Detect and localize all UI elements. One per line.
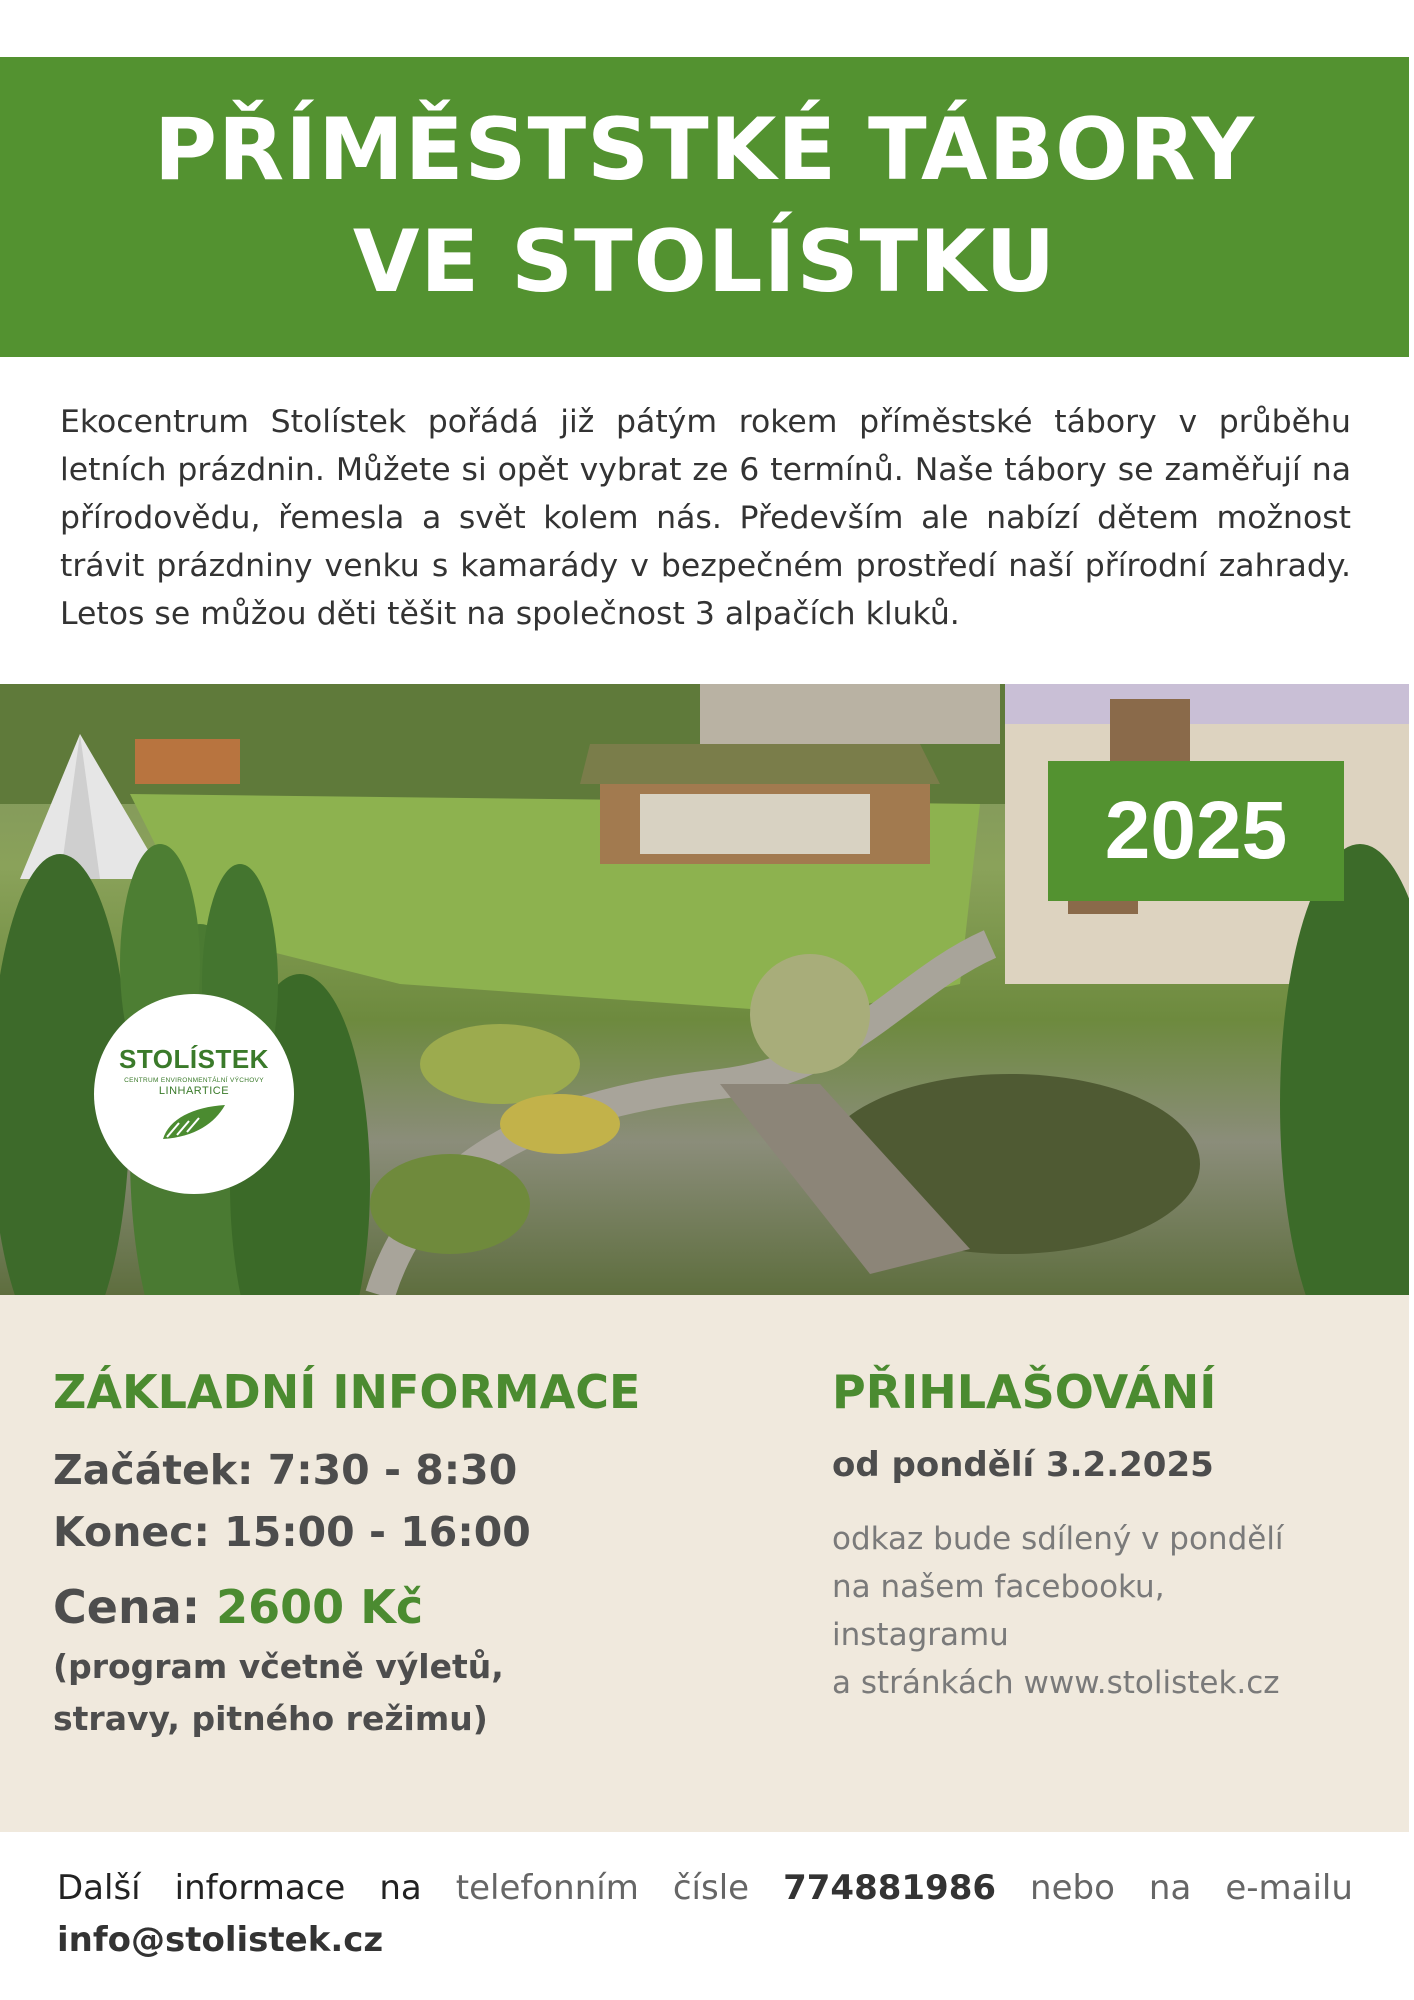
footer-word: nebo [1030, 1868, 1115, 1908]
basic-info-heading: ZÁKLADNÍ INFORMACE [53, 1365, 641, 1419]
footer-word: telefonním [455, 1868, 639, 1908]
registration-column [832, 1365, 1352, 1707]
stolistek-logo [94, 994, 294, 1194]
footer-word: čísle [672, 1868, 750, 1908]
registration-date: od pondělí 3.2.2025 [832, 1445, 1214, 1485]
footer-line1 [57, 1862, 1353, 1914]
page-title-line1: PŘÍMĚSTSTKÉ TÁBORY [153, 100, 1256, 201]
price-value: 2600 Kč [216, 1580, 424, 1634]
footer-word: e-mailu [1225, 1868, 1353, 1908]
price-label: Cena: [53, 1580, 217, 1634]
price-note [53, 1641, 733, 1745]
start-time: Začátek: 7:30 - 8:30 [53, 1446, 518, 1494]
page-title-line2: VE STOLÍSTKU [352, 212, 1057, 312]
year-badge: 2025 [1048, 761, 1344, 901]
logo-place: LINHARTICE [158, 1084, 230, 1097]
registration-text [832, 1515, 1352, 1707]
price [53, 1577, 733, 1637]
footer-word: Další [57, 1868, 141, 1908]
registration-line2: na našem facebooku, [832, 1569, 1165, 1605]
registration-heading: PŘIHLAŠOVÁNÍ [832, 1365, 1217, 1419]
registration-line1: odkaz bude sdílený v pondělí [832, 1521, 1284, 1557]
footer-word: na [1148, 1868, 1192, 1908]
logo-subtitle: CENTRUM ENVIRONMENTÁLNÍ VÝCHOVY [124, 1076, 264, 1084]
basic-info-column [53, 1365, 733, 1745]
leaf-icon [159, 1101, 229, 1145]
registration-line4: a stránkách www.stolistek.cz [832, 1665, 1280, 1701]
header-banner [0, 57, 1409, 357]
logo-name: STOLÍSTEK [119, 1043, 269, 1074]
registration-line3: instagramu [832, 1617, 1009, 1653]
price-note-line2: stravy, pitného režimu) [53, 1699, 488, 1738]
footer-contact [57, 1862, 1353, 1966]
info-section [0, 1295, 1409, 1832]
email-address: info@stolistek.cz [57, 1920, 384, 1960]
end-time: Konec: 15:00 - 16:00 [53, 1508, 531, 1556]
footer-word: na [379, 1868, 422, 1908]
intro-paragraph: Ekocentrum Stolístek pořádá již pátým rokem příměstské tábory v průběhu letních prázdnin. Můžete si opět vybrat ze 6 termínů. Naše tábory se zaměřují na přírodovědu, řemesla a svět kolem nás. Především ale nabízí dětem možnost trávit prázdniny venku s kamarády v bezpečném prostředí naší přírodní zahrady. Letos se můžou děti těšit na společnost 3 alpačích kluků. [60, 404, 1351, 632]
footer-line2 [57, 1914, 1353, 1966]
footer-word: informace [174, 1868, 346, 1908]
price-note-line1: (program včetně výletů, [53, 1647, 504, 1686]
phone-number: 774881986 [783, 1868, 997, 1908]
